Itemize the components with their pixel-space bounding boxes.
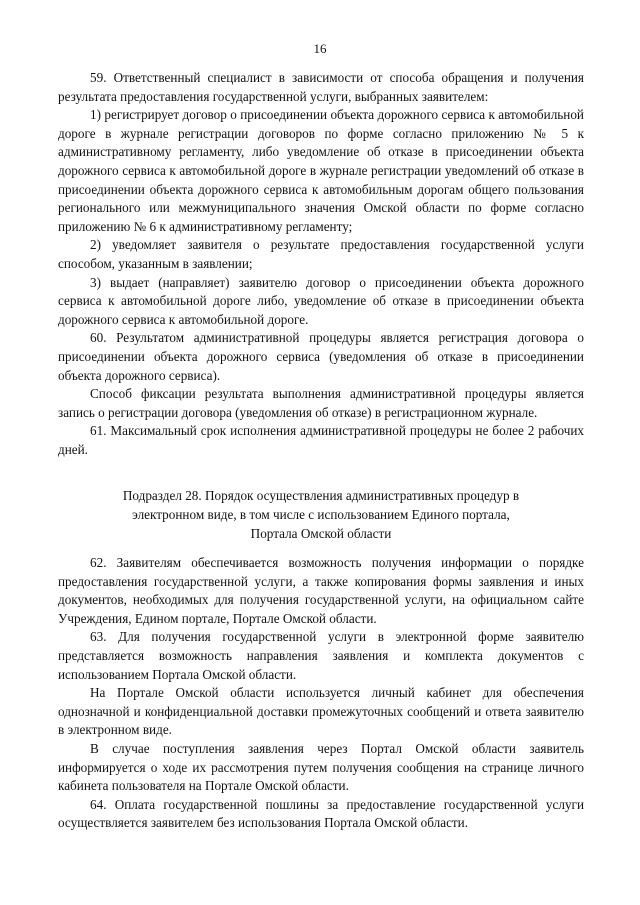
subsection-heading-text: Подраздел 28. Порядок осуществления административных процедур в электронном виде, в том числе с использованием Единого портала, Портала Омской области [122, 488, 520, 541]
paragraph-63: 63. Для получения государственной услуги в электронной форме заявителю представляется возможность направления заявления и комплекта документов с использованием Портала Омской области. [58, 629, 584, 682]
paragraph-59-item-2: 2) уведомляет заявителя о результате предоставления государственной услуги способом, указанным в заявлении; [58, 237, 584, 271]
paragraph-64: 64. Оплата государственной пошлины за предоставление государственной услуги осуществляется заявителем без использования Портала Омской области. [58, 796, 584, 831]
paragraph-59-item-1: 1) регистрирует договор о присоединении объекта дорожного сервиса к автомобильной дороге в журнале регистрации договоров по форме согласно приложению № 5 к административному регламенту, либо уведомление об отказе в присоединении объекта дорожного сервиса к автомобильной дороге в журнале регистрации уведомлений об отказе в присоединении объекта дорожного сервиса к автомобильным дорогам общего пользования регионального или межмуниципального значения Омской области по форме согласно приложению № 6 к административному регламенту; [58, 107, 584, 234]
paragraph-59-item-3: 3) выдает (направляет) заявителю договор о присоединении объекта дорожного сервиса к автомобильной дороге либо, уведомление об отказе в присоединении объекта дорожного сервиса к автомобильной дороге. [58, 274, 584, 327]
paragraph-63-cabinet: На Портале Омской области используется личный кабинет для обеспечения однозначной и конфиденциальной доставки промежуточных сообщений и ответа заявителю в электронном виде. [58, 685, 584, 738]
paragraph-59: 59. Ответственный специалист в зависимости от способа обращения и получения результата предоставления государственной услуги, выбранных заявителем: [58, 70, 584, 104]
paragraph-62: 62. Заявителям обеспечивается возможность получения информации о порядке предоставления государственной услуги, а также копирования формы заявления и иных документов, необходимых для получения государственной услуги, на официальном сайте Учреждения, Едином портале, Портале Омской области. [58, 555, 584, 626]
paragraph-63-notification: В случае поступления заявления через Портал Омской области заявитель информируется о ходе их рассмотрения путем получения сообщения на странице личного кабинета пользователя на Портале Омской области. [58, 740, 584, 794]
paragraph-60-method: Способ фиксации результата выполнения административной процедуры является запись о регистрации договора (уведомления об отказе) в регистрационном журнале. [58, 386, 584, 420]
page-number: 16 [313, 41, 327, 56]
paragraph-60: 60. Результатом административной процедуры является регистрация договора о присоединении объекта дорожного сервиса (уведомления об отказе в присоединении объекта дорожного сервиса). [58, 330, 584, 383]
paragraph-61: 61. Максимальный срок исполнения административной процедуры не более 2 рабочих дней. [58, 423, 584, 457]
body-text-bottom [58, 554, 584, 833]
subsection-heading [110, 486, 532, 543]
body-text-top [58, 69, 584, 459]
